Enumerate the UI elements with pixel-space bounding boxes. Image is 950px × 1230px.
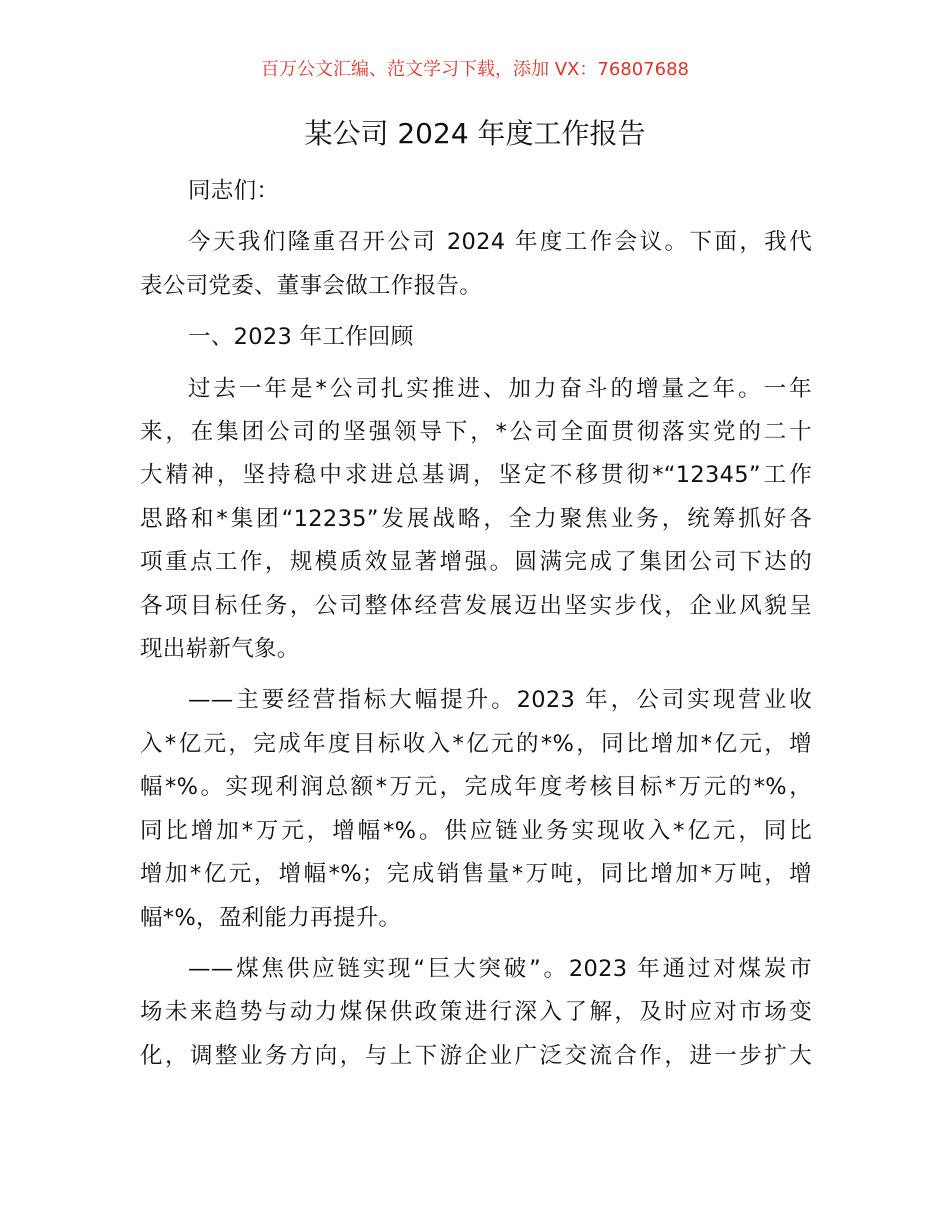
paragraph-line: 项重点工作，规模质效显著增强。圆满完成了集团公司下达的 <box>140 549 812 576</box>
paragraph-line: 入*亿元，完成年度目标收入*亿元的*%，同比增加*亿元，增 <box>140 730 812 757</box>
document-body <box>140 170 812 1086</box>
section-heading-text: 一、2023 年工作回顾 <box>188 324 414 351</box>
salutation-text: 同志们： <box>188 178 280 204</box>
paragraph-line: 表公司党委、董事会做工作报告。 <box>140 272 483 299</box>
paragraph-line: 幅*%。实现利润总额*万元，完成年度考核目标*万元的*%， <box>140 774 812 801</box>
paragraph-line: 同比增加*万元，增幅*%。供应链业务实现收入*亿元，同比 <box>140 817 812 844</box>
paragraph-line: ——煤焦供应链实现“巨大突破”。2023 年通过对煤炭市 <box>188 955 812 982</box>
paragraph-line: 大精神，坚持稳中求进总基调，坚定不移贯彻*“12345”工作 <box>140 462 812 489</box>
paragraph-line: 思路和*集团“12235”发展战略，全力聚焦业务，统筹抓好各 <box>140 505 812 532</box>
watermark-text: 百万公文汇编、范文学习下载，添加 VX：76807688 <box>261 59 689 80</box>
paragraph-review <box>140 368 812 672</box>
paragraph-line: 场未来趋势与动力煤保供政策进行深入了解，及时应对市场变 <box>140 999 812 1026</box>
paragraph-indicators <box>140 679 812 939</box>
paragraph-line: 增加*亿元，增幅*%；完成销售量*万吨，同比增加*万吨，增 <box>140 861 812 888</box>
section-heading <box>140 316 812 359</box>
paragraph-line: 现出崭新气象。 <box>140 636 300 663</box>
paragraph-line: 今天我们隆重召开公司 2024 年度工作会议。下面，我代 <box>188 229 812 256</box>
paragraph-line: 过去一年是*公司扎实推进、加力奋斗的增量之年。一年 <box>188 375 812 402</box>
paragraph-line: ——主要经营指标大幅提升。2023 年，公司实现营业收 <box>188 687 812 714</box>
paragraph-opening <box>140 221 812 308</box>
salutation <box>140 170 812 213</box>
paragraph-line: 幅*%，盈利能力再提升。 <box>140 904 402 931</box>
document-title: 某公司 2024 年度工作报告 <box>304 117 646 150</box>
paragraph-line: 各项目标任务，公司整体经营发展迈出坚实步伐，企业风貌呈 <box>140 592 812 619</box>
paragraph-supply-chain <box>140 948 812 1078</box>
paragraph-line: 来，在集团公司的坚强领导下，*公司全面贯彻落实党的二十 <box>140 419 812 446</box>
paragraph-line: 化，调整业务方向，与上下游企业广泛交流合作，进一步扩大 <box>140 1042 812 1069</box>
